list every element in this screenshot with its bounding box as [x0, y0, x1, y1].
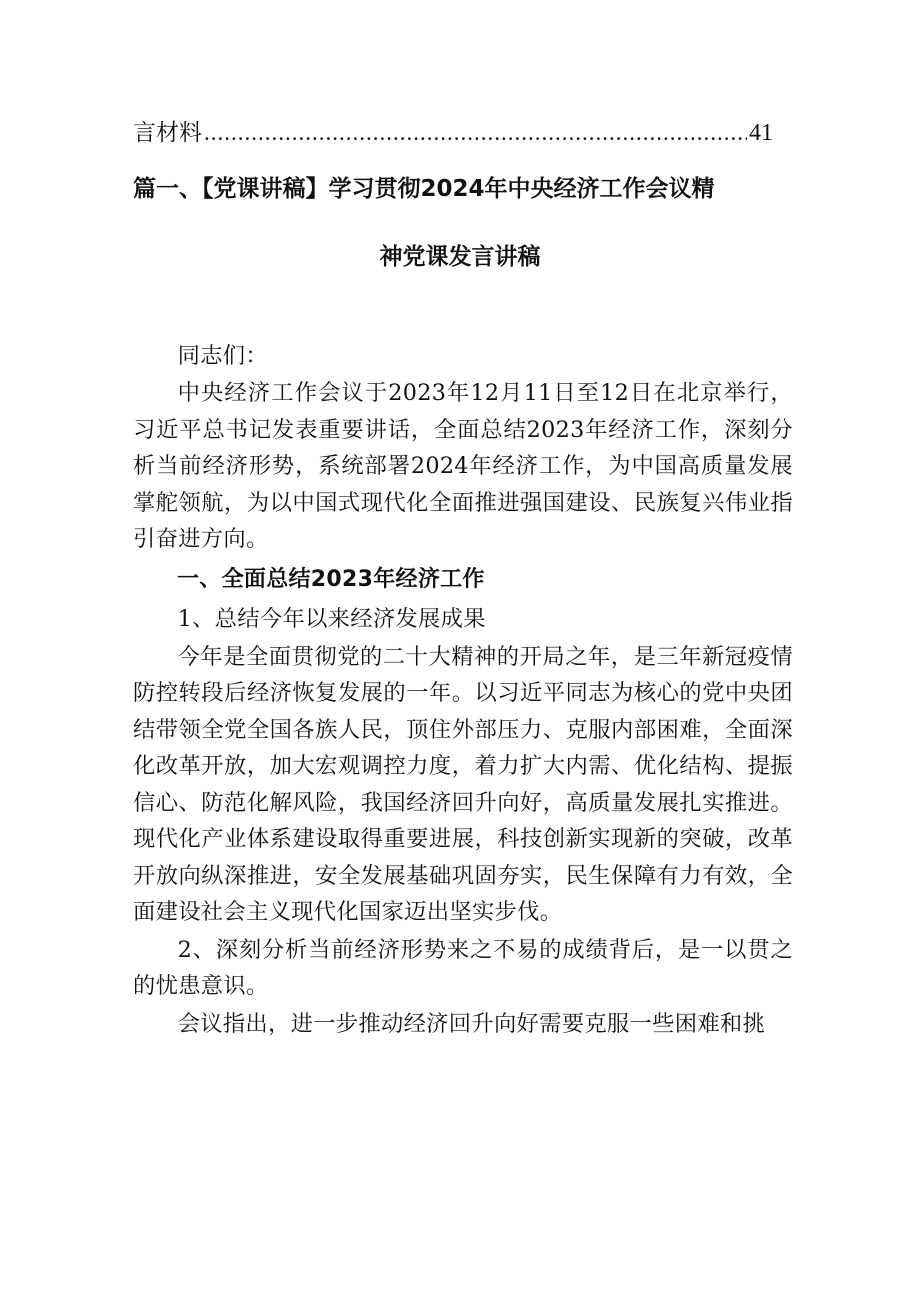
paragraph-meeting-points: 会议指出，进一步推动经济回升向好需要克服一些困难和挑 — [177, 1010, 766, 1037]
paragraph-analysis: 2、深刻分析当前经济形势来之不易的成绩背后，是一以贯之的忧患意识。 — [133, 936, 793, 1000]
paragraph-intro: 中央经济工作会议于2023年12月11日至12日在北京举行，习近平总书记发表重要讲话，全面总结2023年经济工作，深刻分析当前经济形势，系统部署2024年经济工作，为中国高质量发展掌舵领航，为以中国式现代化全面推进强国建设、民族复兴伟业指引奋进方向。 — [133, 380, 793, 553]
subsection-heading-1: 1、总结今年以来经济发展成果 — [177, 606, 486, 633]
article-title-line-1: 篇一、【党课讲稿】学习贯彻2024年中央经济工作会议精 — [133, 176, 715, 202]
toc-page-number: 41 — [749, 120, 773, 146]
salutation: 同志们： — [177, 343, 268, 369]
toc-entry-text: 言材料 — [133, 120, 202, 146]
toc-dot-leader — [204, 120, 747, 146]
article-title-line-2: 神党课发言讲稿 — [379, 244, 541, 270]
toc-entry[interactable] — [133, 114, 773, 154]
article-body — [133, 338, 793, 1043]
paragraph-achievements: 今年是全面贯彻党的二十大精神的开局之年，是三年新冠疫情防控转段后经济恢复发展的一年。以习近平同志为核心的党中央团结带领全党全国各族人民，顶住外部压力、克服内部困难，全面深化改革开放，加大宏观调控力度，着力扩大内需、优化结构、提振信心、防范化解风险，我国经济回升向好，高质量发展扎实推进。现代化产业体系建设取得重要进展，科技创新实现新的突破，改革开放向纵深推进，安全发展基础巩固夯实，民生保障有力有效，全面建设社会主义现代化国家迈出坚实步伐。 — [133, 643, 793, 926]
section-heading-1: 一、全面总结2023年经济工作 — [177, 566, 485, 592]
